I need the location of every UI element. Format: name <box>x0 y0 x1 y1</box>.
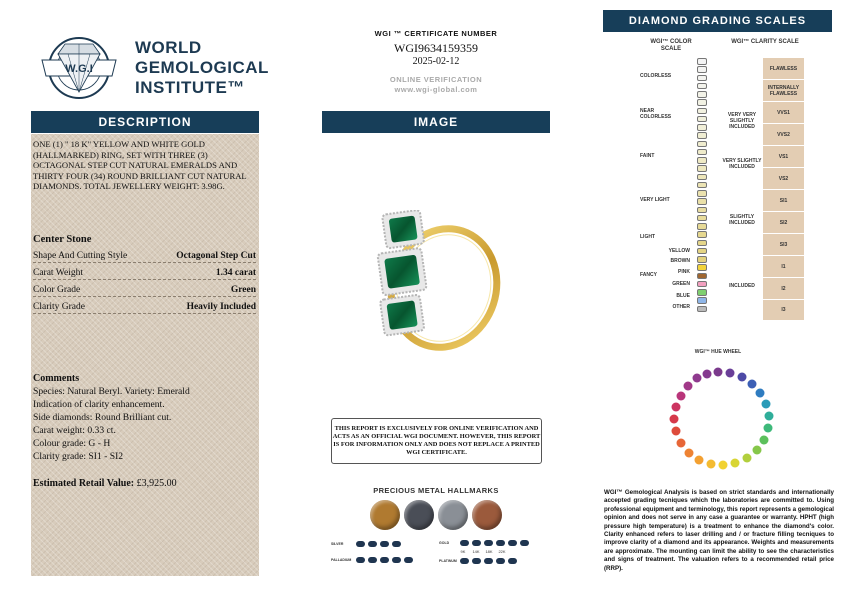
hallmark-icon <box>380 541 389 547</box>
hallmark-row-gold <box>439 540 529 546</box>
silver-dark-coin-icon <box>404 500 434 530</box>
clarity-group-label: INCLUDED <box>729 283 755 289</box>
institute-name <box>135 38 269 98</box>
hue-wheel-title: WGI™ HUE WHEEL <box>694 349 742 355</box>
gem-icon <box>697 182 707 189</box>
center-stone-title: Center Stone <box>33 234 92 245</box>
hallmark-icon <box>460 540 469 546</box>
row-label: Carat Weight <box>33 268 83 278</box>
clarity-scale-title: WGI™ CLARITY SCALE <box>731 39 799 45</box>
color-group-label: FAINT <box>640 153 655 159</box>
gem-icon <box>697 116 707 123</box>
copper-coin-icon <box>472 500 502 530</box>
emerald-ring-image <box>368 210 504 360</box>
center-stone-row <box>33 262 256 280</box>
comment-line: Clarity grade: SI1 - SI2 <box>33 451 124 462</box>
description-panel <box>31 134 259 576</box>
fancy-color-label: BLUE <box>676 293 690 299</box>
center-stone-row <box>33 245 256 263</box>
clarity-group-label: VERY VERY SLIGHTLY INCLUDED <box>727 112 757 130</box>
hallmark-label: GOLD <box>439 541 450 545</box>
hallmark-row-platinum <box>439 558 517 564</box>
online-verification <box>322 75 550 95</box>
clarity-grade: VS1 <box>763 146 804 168</box>
hallmark-icon <box>392 541 401 547</box>
row-label: Color Grade <box>33 285 81 295</box>
row-value: Heavily Included <box>186 302 256 312</box>
gem-icon <box>697 198 707 205</box>
karat-label: 18K <box>485 549 493 554</box>
comment-line: Carat weight: 0.33 ct. <box>33 425 116 436</box>
gem-icon <box>697 132 707 139</box>
gem-icon <box>697 141 707 148</box>
color-scale-title: WGI™ COLOR SCALE <box>650 39 692 52</box>
description-text: ONE (1) " 18 K" YELLOW AND WHITE GOLD (HALLMARKED) RING, SET WITH THREE (3) OCTAGONAL STEP CUT NATURAL EMERALDS AND THIRTY FOUR (34) ROUND BRILLIANT CUT NATURAL DIAMONDS. TOTAL JEWELLERY WEIGHT: 3.98G. <box>33 139 247 191</box>
gem-icon <box>697 108 707 115</box>
gem-icon <box>697 58 707 65</box>
clarity-grade: SI1 <box>763 190 804 212</box>
row-value: Green <box>230 285 256 295</box>
fancy-color-label: OTHER <box>672 304 690 310</box>
hallmark-icon <box>404 557 413 563</box>
hallmark-icon <box>368 557 377 563</box>
gem-icon <box>697 174 707 181</box>
comment-line: Indication of clarity enhancement. <box>33 399 165 410</box>
gem-icon <box>697 207 707 214</box>
clarity-grade: I2 <box>763 278 804 300</box>
gem-icon <box>697 223 707 230</box>
color-group-label: VERY LIGHT <box>640 197 670 203</box>
hallmark-label: SILVER <box>331 542 344 546</box>
hallmark-icon <box>368 541 377 547</box>
hallmark-icon <box>472 558 481 564</box>
logo-line3: INSTITUTE™ <box>135 78 245 97</box>
gem-icon <box>697 264 707 271</box>
logo-line2: GEMOLOGICAL <box>135 58 269 77</box>
gem-icon <box>697 190 707 197</box>
clarity-grade: VS2 <box>763 168 804 190</box>
clarity-grade: FLAWLESS <box>763 58 804 80</box>
hallmark-row-palladium <box>331 557 413 563</box>
row-value: 1.34 carat <box>215 268 256 278</box>
clarity-grade: INTERNALLY FLAWLESS <box>763 80 804 102</box>
gem-icon <box>697 99 707 106</box>
clarity-grade: VVS1 <box>763 102 804 124</box>
color-scale-gems <box>697 58 709 312</box>
center-stone-row <box>33 296 256 314</box>
hallmark-icon <box>484 558 493 564</box>
logo-line1: WORLD <box>135 38 202 57</box>
clarity-grade: I1 <box>763 256 804 278</box>
gem-icon <box>697 66 707 73</box>
hallmark-label: PALLADIUM <box>331 558 352 562</box>
fancy-color-label: YELLOW <box>668 248 690 254</box>
gem-icon <box>697 256 707 263</box>
gold-karat-row <box>458 549 507 554</box>
gem-icon <box>697 83 707 90</box>
description-header: DESCRIPTION <box>31 111 259 133</box>
gem-icon <box>697 281 707 288</box>
gem-icon <box>697 240 707 247</box>
estimated-retail-value <box>33 478 177 489</box>
hallmark-label: PLATINUM <box>439 559 457 563</box>
gem-icon <box>697 297 707 304</box>
hallmark-icon <box>380 557 389 563</box>
row-label: Clarity Grade <box>33 302 85 312</box>
online-verification-label: ONLINE VERIFICATION <box>389 75 483 84</box>
hallmark-icon <box>356 541 365 547</box>
seal-text: W.G.I <box>65 63 93 75</box>
hallmark-coins <box>370 500 502 534</box>
comments-title: Comments <box>33 373 80 384</box>
gem-icon <box>697 289 707 296</box>
gem-icon <box>697 231 707 238</box>
fancy-color-label: GREEN <box>672 281 690 287</box>
clarity-group-label: SLIGHTLY INCLUDED <box>729 214 755 226</box>
comment-line: Side diamonds: Round Brilliant cut. <box>33 412 172 423</box>
gem-icon <box>697 273 707 280</box>
grading-scales-header: DIAMOND GRADING SCALES <box>603 10 832 32</box>
comment-line: Species: Natural Beryl. Variety: Emerald <box>33 386 190 397</box>
fancy-color-label: PINK <box>678 269 690 275</box>
price-value: £3,925.00 <box>136 478 177 489</box>
karat-label: 9K <box>460 549 466 554</box>
image-header: IMAGE <box>322 111 550 133</box>
hallmark-icon <box>460 558 469 564</box>
grading-disclaimer: WGI™ Gemological Analysis is based on strict standards and internationally accepted grading tecniques which the laboratories are committed to. Using professional equipment and terminology, this report represents a gemological opinion and does not serve in any case a guarantee or warranty. HPHT (high pressure high temperature) is a treatment to enhance the diamond's color. Clarity enhanced refers to laser drilling and / or fracture filling tecniques to improve clarity of a diamond and its appearance. Weights and measurements are approximate. The mounting can limit the ability to see the characteristics and signs of treatment. The valuation refers to a recommended retail price (RRP). <box>604 489 834 572</box>
gem-icon <box>697 248 707 255</box>
hallmark-icon <box>472 540 481 546</box>
hallmark-row-silver <box>331 541 401 547</box>
gem-icon <box>697 215 707 222</box>
clarity-grade: SI2 <box>763 212 804 234</box>
online-verification-url[interactable]: www.wgi-global.com <box>394 85 478 94</box>
color-group-label: NEAR COLORLESS <box>640 108 672 120</box>
hallmark-icon <box>508 540 517 546</box>
gem-icon <box>697 306 707 313</box>
hallmark-icon <box>484 540 493 546</box>
hallmark-icon <box>508 558 517 564</box>
gem-icon <box>697 124 707 131</box>
fancy-color-label: BROWN <box>670 258 690 264</box>
gem-icon <box>697 157 707 164</box>
gem-icon <box>697 75 707 82</box>
hue-wheel-dots <box>670 368 774 470</box>
hallmark-icon <box>392 557 401 563</box>
clarity-group-label: VERY SLIGHTLY INCLUDED <box>722 158 762 170</box>
certificate-number: WGI9634159359 <box>394 41 478 55</box>
gem-icon <box>697 165 707 172</box>
gem-icon <box>697 91 707 98</box>
online-verification-notice: THIS REPORT IS EXCLUSIVELY FOR ONLINE VERIFICATION AND ACTS AS AN OFFICIAL WGI DOCUMENT. HOWEVER, THIS REPORT IS FOR INFORMATION ONLY AND DOES NOT REPLACE A PRINTED WGI CERTIFICATE. <box>331 418 542 464</box>
comment-line: Colour grade: G - H <box>33 438 111 449</box>
platinum-coin-icon <box>438 500 468 530</box>
row-label: Shape And Cutting Style <box>33 251 128 261</box>
hue-wheel-diagram <box>648 358 788 480</box>
karat-label: 22K <box>498 549 506 554</box>
hallmark-icon <box>496 558 505 564</box>
row-value: Octagonal Step Cut <box>176 251 256 261</box>
center-stone-row <box>33 279 256 297</box>
color-group-label: COLORLESS <box>640 73 672 79</box>
price-label: Estimated Retail Value: <box>33 478 135 489</box>
clarity-grade: I3 <box>763 300 804 321</box>
karat-label: 14K <box>472 549 480 554</box>
certificate-date: 2025-02-12 <box>412 56 460 67</box>
certificate-number-label: WGI ™ CERTIFICATE NUMBER <box>374 29 498 38</box>
precious-metal-hallmarks-title: PRECIOUS METAL HALLMARKS <box>373 486 499 495</box>
hallmark-icon <box>520 540 529 546</box>
gold-coin-icon <box>370 500 400 530</box>
clarity-grade: SI3 <box>763 234 804 256</box>
clarity-grade: VVS2 <box>763 124 804 146</box>
wgi-seal-logo <box>30 30 128 102</box>
hallmark-icon <box>356 557 365 563</box>
fancy-label: FANCY <box>640 272 657 278</box>
hallmark-icon <box>496 540 505 546</box>
color-group-label: LIGHT <box>640 234 655 240</box>
gem-icon <box>697 149 707 156</box>
